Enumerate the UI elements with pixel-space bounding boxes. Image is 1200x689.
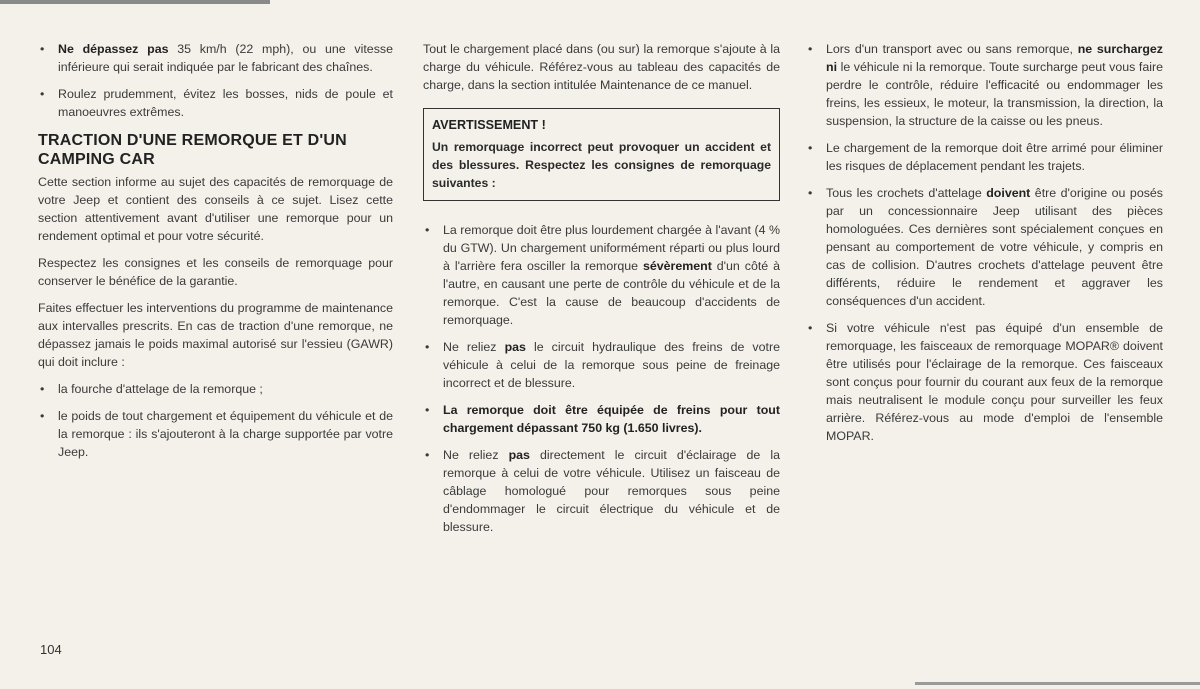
- bullet-icon: •: [808, 42, 813, 56]
- list-item: [806, 319, 1163, 445]
- bullet-icon: •: [425, 223, 430, 237]
- list-item: [806, 139, 1163, 175]
- list-item: [423, 401, 780, 437]
- emphasis-text: sévèrement: [642, 259, 712, 273]
- paragraph: Cette section informe au sujet des capacités de remorquage de votre Jeep et contient des conseils à ce sujet. Lisez cette section attentivement avant d'utiliser une remorque pour un rendement optimal et pour votre sécurité.: [38, 175, 393, 243]
- body-text: la fourche d'attelage de la remorque ;: [58, 382, 263, 396]
- body-text: Ne reliez: [443, 448, 509, 462]
- emphasis-text: pas: [508, 448, 530, 462]
- body-text: le circuit hydraulique des freins de votre véhicule à celui de la remorque sous peine de freinage incorrect et de blessure.: [443, 340, 780, 390]
- page-number: 104: [40, 642, 62, 657]
- warning-title: AVERTISSEMENT !: [432, 118, 546, 132]
- body-text: La remorque doit être plus lourdement chargée à l'avant (4 % du GTW). Un chargement uniformément réparti ou plus lourd à l'arrière fera osciller la remorque: [443, 223, 780, 273]
- emphasis-text: Ne dépassez pas: [58, 42, 169, 56]
- bullet-icon: •: [40, 382, 45, 396]
- body-text: d'un côté à l'autre, en causant une perte de contrôle du véhicule et de la remorque. C'est la cause de beaucoup d'accidents de remorquage.: [443, 259, 780, 327]
- bullet-icon: •: [425, 448, 430, 462]
- warning-text: Un remorquage incorrect peut provoquer un accident et des blessures. Respectez les consignes de remorquage suivantes :: [432, 140, 771, 190]
- list-item: [38, 85, 393, 121]
- column-left: [38, 40, 393, 470]
- paragraph: Faites effectuer les interventions du programme de maintenance aux intervalles prescrits. En cas de traction d'une remorque, ne dépassez jamais le poids maximal autorisé sur l'essieu (GAWR) qui doit inclure :: [38, 301, 393, 369]
- emphasis-text: ne surchargez ni: [826, 42, 1163, 74]
- bullet-icon: •: [808, 321, 813, 335]
- body-text: 35 km/h (22 mph), ou une vitesse inférieure qui serait indiquée par le fabricant des chaînes.: [58, 42, 393, 74]
- body-text: Lors d'un transport avec ou sans remorque,: [826, 42, 1078, 56]
- bullet-icon: •: [425, 403, 430, 417]
- bullet-icon: •: [40, 42, 45, 56]
- bullet-icon: •: [808, 141, 813, 155]
- column-right: [806, 40, 1163, 454]
- body-text: le véhicule ni la remorque. Toute surcharge peut vous faire perdre le contrôle, réduire l'efficacité ou endommager les freins, les essieux, le moteur, la transmission, la direction, la suspension, la structure de la caisse ou les pneus.: [826, 60, 1163, 128]
- warning-box: [423, 108, 780, 201]
- list-item: [38, 407, 393, 461]
- body-text: Roulez prudemment, évitez les bosses, nids de poule et manoeuvres extrêmes.: [58, 87, 393, 119]
- body-text: Tous les crochets d'attelage: [826, 186, 987, 200]
- body-text: le poids de tout chargement et équipement du véhicule et de la remorque : ils s'ajouteront à la charge supportée par votre Jeep.: [58, 409, 393, 459]
- list-item: [38, 40, 393, 76]
- bullet-icon: •: [40, 87, 45, 101]
- bullet-icon: •: [40, 409, 45, 423]
- column-middle: [423, 40, 780, 545]
- emphasis-text: La remorque doit être équipée de freins pour tout chargement dépassant 750 kg (1.650 livres).: [443, 403, 780, 435]
- list-item: [806, 40, 1163, 130]
- section-heading: TRACTION D'UNE REMORQUE ET D'UN CAMPING CAR: [38, 132, 347, 168]
- list-item: [423, 446, 780, 536]
- body-text: directement le circuit d'éclairage de la remorque à celui de votre véhicule. Utilisez un faisceau de câblage homologué pour remorques sous peine d'endommager le circuit électrique du véhicule et de blessure.: [443, 448, 780, 534]
- body-text: Si votre véhicule n'est pas équipé d'un ensemble de remorquage, les faisceaux de remorquage MOPAR® doivent être utilisés pour l'éclairage de la remorque. Ces faisceaux sont conçus pour fournir du courant aux feux de la remorque mais neutralisent le module conçu pour surveiller les feux arrière. Référez-vous au mode d'emploi de l'ensemble MOPAR.: [826, 321, 1163, 443]
- bottom-rule: [915, 682, 1200, 685]
- body-text: Le chargement de la remorque doit être arrimé pour éliminer les risques de déplacement pendant les trajets.: [826, 141, 1163, 173]
- emphasis-text: pas: [504, 340, 526, 354]
- list-item: [38, 380, 393, 398]
- bullet-icon: •: [808, 186, 813, 200]
- paragraph: Respectez les consignes et les conseils de remorquage pour conserver le bénéfice de la garantie.: [38, 256, 393, 288]
- body-text: être d'origine ou posés par un concessionnaire Jeep utilisant des pièces homologuées. Ces dernières sont spécialement conçues en pensant au comportement de votre véhicule, y compris en cas de collision. D'autres crochets d'attelage peuvent être différents, réduire le rendement et aggraver les conséquences d'un accident.: [826, 186, 1163, 308]
- list-item: [423, 338, 780, 392]
- emphasis-text: doivent: [986, 186, 1031, 200]
- list-item: [806, 184, 1163, 310]
- bullet-icon: •: [425, 340, 430, 354]
- top-rule: [0, 0, 270, 4]
- list-item: [423, 221, 780, 329]
- paragraph: Tout le chargement placé dans (ou sur) la remorque s'ajoute à la charge du véhicule. Référez-vous au tableau des capacités de charge, dans la section intitulée Maintenance de ce manuel.: [423, 42, 780, 92]
- body-text: Ne reliez: [443, 340, 505, 354]
